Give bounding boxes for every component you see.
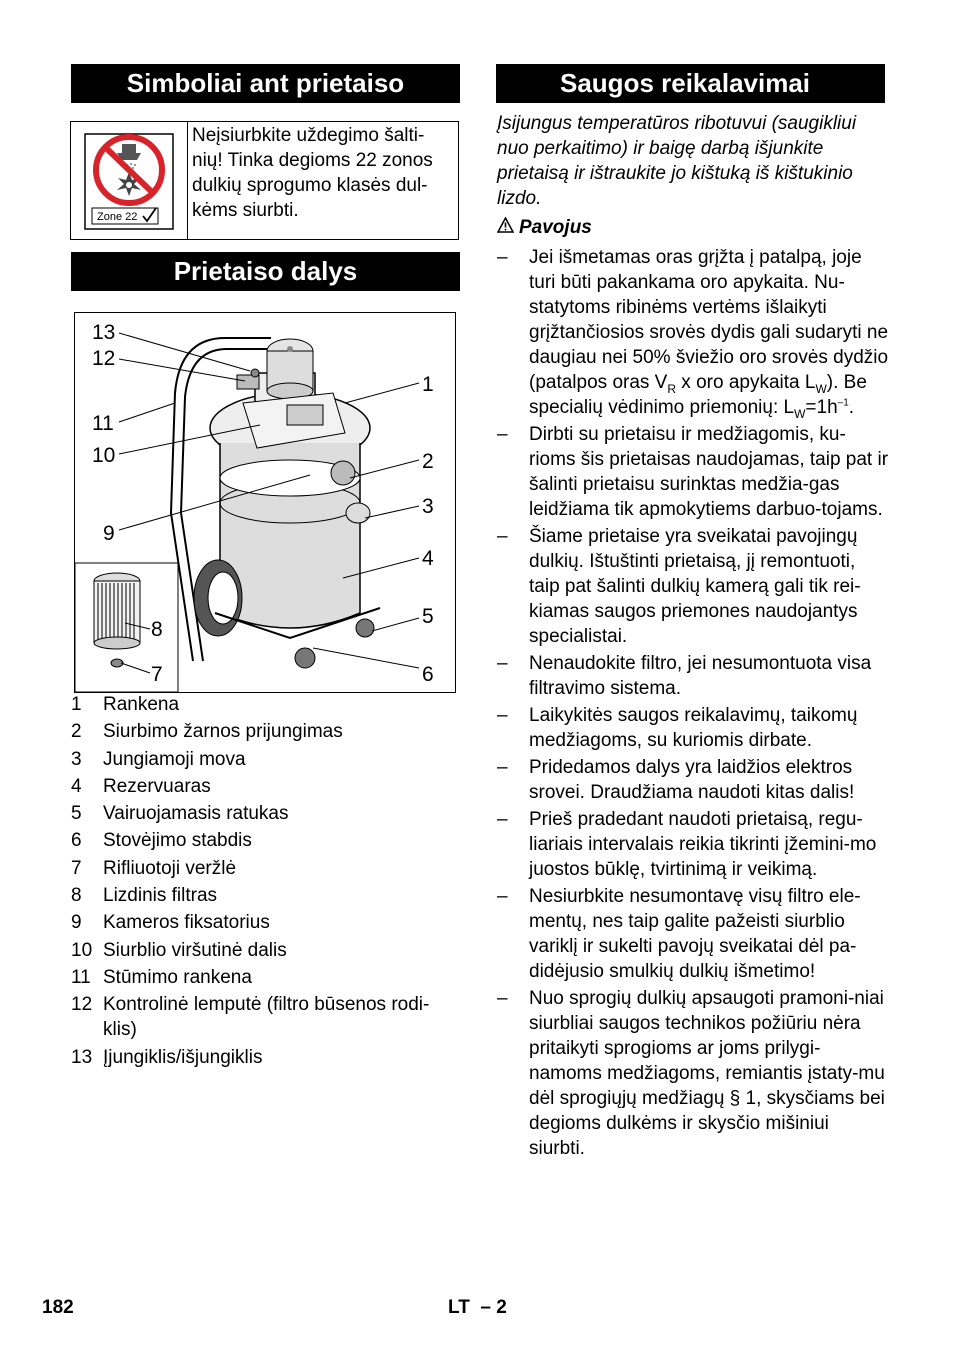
- list-item: 7 Rifliuotoji veržlė: [71, 857, 237, 879]
- symbols-heading: Simboliai ant prietaiso: [71, 64, 460, 103]
- list-item: – Laikykitės saugos reikalavimų, taikomų medžiagoms, su kuriomis dirbate.: [497, 705, 858, 751]
- list-item: – Prieš pradedant naudoti prietaisą, regu-liariais intervalais reikia tikrinti įžemini-mo juostos būklę, tvirtinimą ir veikimą.: [497, 809, 877, 880]
- parts-heading: Prietaiso dalys: [71, 252, 460, 291]
- list-item: 1 Rankena: [71, 694, 180, 715]
- list-item: – Nuo sprogių dulkių apsaugoti pramoni-niai siurbliai saugos technikos požiūriu nėra pritaikyti sprogioms ar joms prilygi-namoms medžiagoms, remiantis įstaty-mu dėl sprogiųjų medžiagų § 1, skysčiams bei degioms dulkėms ir skysčio mišiniui siurbti.: [497, 988, 885, 1159]
- safety-rules-list: [497, 245, 889, 1163]
- list-item: 6 Stovėjimo stabdis: [71, 830, 252, 852]
- intro-text: Įsijungus temperatūros ribotuvui (saugikliui nuo perkaitimo) ir baigę darbą išjunkite prietaisą ir ištraukite jo kištuką iš kištukinio lizdo.: [497, 113, 857, 209]
- list-item: 4 Rezervuaras: [71, 775, 211, 797]
- safety-heading: Saugos reikalavimai: [496, 64, 885, 103]
- no-ignition-sources-symbol: [71, 122, 188, 239]
- list-item: – Jei išmetamas oras grįžta į patalpą, joje turi būti pakankama oro apykaita. Nu-statytoms ribinėms vertėms išlaikyti grįžtančiosios srovės dydis gali sudaryti ne daugiau nei 50% šviežio oro srovės dydžio (patalpos oras $V_R$ x oro apykaita $L_W$). Be specialių vėdinimo priemonių: $L_W=1h^{-1}$.: [497, 247, 889, 421]
- callout-2: 2: [422, 450, 434, 473]
- list-item: 10 Siurblio viršutinė dalis: [71, 939, 287, 961]
- list-item: 3 Jungiamoji mova: [71, 748, 246, 770]
- list-item: – Dirbti su prietaisu ir medžiagomis, ku-rioms šis prietaisas naudojamas, taip pat ir šalinti prietaisu surinktas medžia-gas leidžiama tik apmokytiems darbuo-tojams.: [497, 424, 889, 520]
- list-item: – Nesiurbkite nesumontavę visų filtro ele-mentų, nes taip galite pažeisti siurblio variklį ir sukelti pavojų sveikatai dėl pa-didėjusio smulkių dulkių išmetimo!: [497, 886, 861, 982]
- callout-10: 10: [92, 444, 116, 467]
- callout-7: 7: [151, 663, 163, 686]
- callout-12: 12: [92, 347, 116, 370]
- list-item: 2 Siurbimo žarnos prijungimas: [71, 721, 343, 743]
- vacuum-diagram: [74, 312, 456, 693]
- list-item: – Nenaudokite filtro, jei nesumontuota visa filtravimo sistema.: [497, 653, 872, 699]
- callout-9: 9: [103, 522, 115, 545]
- callout-8: 8: [151, 618, 163, 641]
- callout-1: 1: [422, 373, 434, 396]
- callout-4: 4: [422, 547, 434, 570]
- list-item: – Pridedamos dalys yra laidžios elektros srovei. Draudžiama naudoti kitas dalis!: [497, 757, 855, 803]
- callout-5: 5: [422, 605, 434, 628]
- list-item: 12 Kontrolinė lemputė (filtro būsenos rodi-klis): [71, 994, 430, 1041]
- callout-13: 13: [92, 321, 116, 344]
- list-item: 11 Stūmimo rankena: [71, 966, 252, 988]
- symbol-box: [70, 121, 459, 240]
- list-item: 5 Vairuojamasis ratukas: [71, 803, 289, 825]
- page-number: 182: [42, 1297, 74, 1318]
- callout-3: 3: [422, 495, 434, 518]
- callout-6: 6: [422, 663, 434, 686]
- callout-11: 11: [92, 412, 114, 435]
- warning-label: Pavojus: [497, 215, 592, 240]
- list-item: 13 Įjungiklis/išjungiklis: [71, 1046, 263, 1068]
- list-item: – Šiame prietaise yra sveikatai pavojingų dulkių. Ištuštinti prietaisą, jį remontuoti, taip pat šalinti dulkių kamerą gali tik rei-kiamas saugos priemones naudojantys specialistai.: [497, 526, 861, 647]
- section-page-label: LT – 2: [448, 1297, 507, 1318]
- warning-triangle-icon: [497, 215, 519, 240]
- symbol-description: Neįsiurbkite uždegimo šalti-nių! Tinka degioms 22 zonos dulkių sprogumo klasės dul-kėms siurbti.: [192, 125, 433, 221]
- parts-list: [71, 692, 461, 1072]
- list-item: 9 Kameros fiksatorius: [71, 912, 270, 934]
- zone-22-label: Zone 22: [97, 211, 138, 223]
- list-item: 8 Lizdinis filtras: [71, 885, 218, 907]
